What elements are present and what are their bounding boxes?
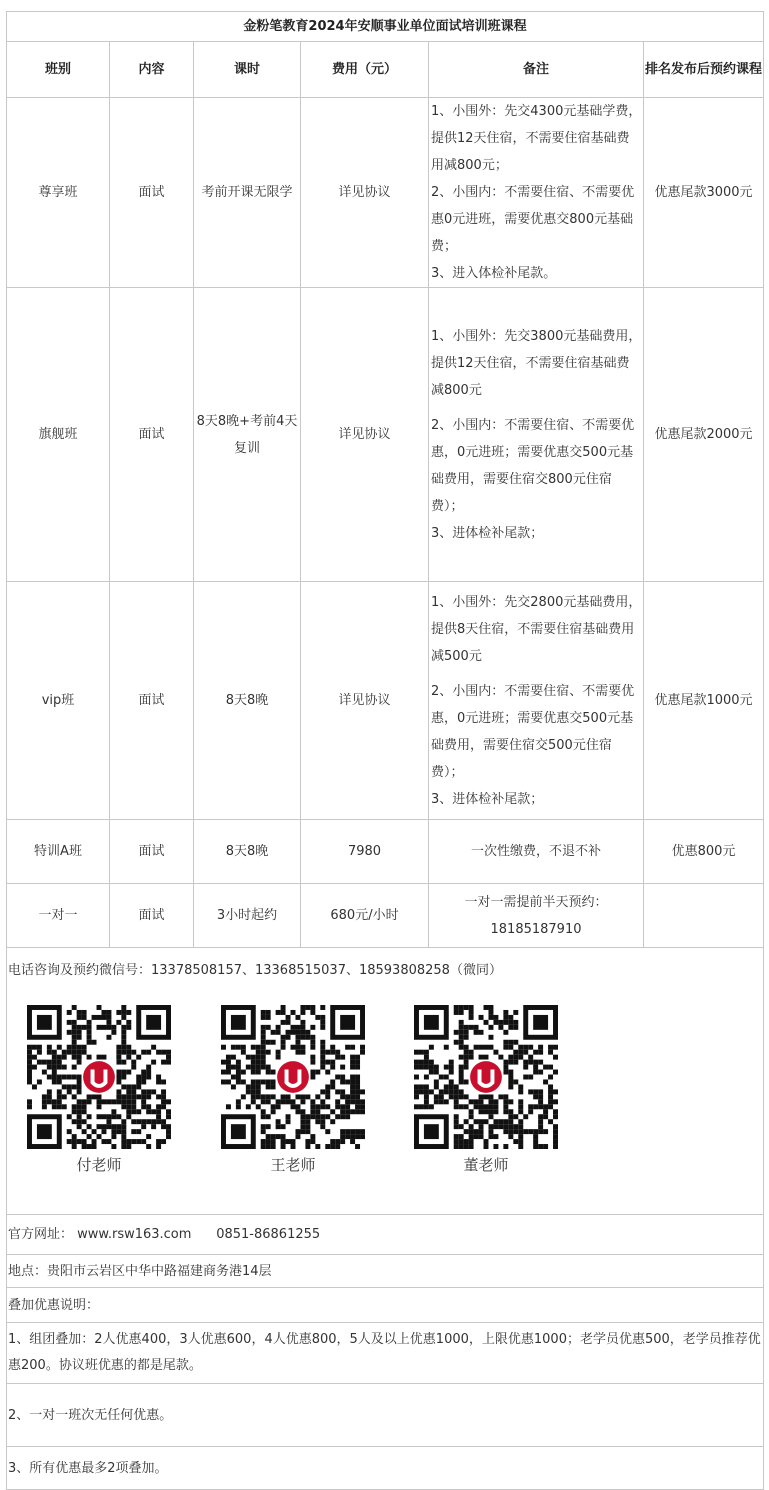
qr-teacher-name: 董老师: [463, 1156, 509, 1174]
note-line: 1、小围外：先交4300元基础学费，提供12天住宿，不需要住宿基础费用减800元；: [431, 104, 642, 173]
header-fee: 费用（元）: [301, 42, 429, 98]
table-row: [7, 582, 764, 820]
table-row: [7, 820, 764, 884]
note-line: 1、小围外：先交3800元基础费用，提供12天住宿，不需要住宿基础费减800元: [431, 328, 642, 398]
table-row: [7, 884, 764, 948]
cell-notes: [429, 582, 644, 820]
address-line: 地点：贵阳市云岩区中华中路福建商务港14层: [7, 1255, 764, 1288]
header-notes: 备注: [429, 42, 644, 98]
website-line: 官方网址： www.rsw163.com 0851-86861255: [7, 1215, 764, 1255]
discount-item: 2、一对一班次无任何优惠。: [7, 1384, 764, 1447]
qr-code-icon: [414, 1005, 558, 1149]
note-line: 2、小围内：不需要住宿、不需要优惠，0元进班；需要优惠交500元基础费用，需要住宿交800元住宿费）；: [431, 417, 635, 514]
header-after: 排名发布后预约课程: [644, 42, 764, 98]
note-line: 3、进体检补尾款；: [431, 525, 544, 541]
cell-hours: 考前开课无限学: [194, 98, 301, 288]
cell-content: 面试: [110, 98, 194, 288]
cell-hours: 8天8晚: [194, 820, 301, 884]
course-table: [6, 11, 764, 1490]
qr-card: [414, 1005, 558, 1175]
qr-teacher-name: 王老师: [270, 1156, 316, 1174]
cell-class: vip班: [7, 582, 110, 820]
cell-content: 面试: [110, 582, 194, 820]
cell-notes: 一对一需提前半天预约：18185187910: [429, 884, 644, 948]
cell-fee: 详见协议: [301, 98, 429, 288]
contact-cell: [7, 948, 764, 1215]
cell-class: 尊享班: [7, 98, 110, 288]
cell-after: 优惠尾款1000元: [644, 582, 764, 820]
cell-notes: [429, 288, 644, 582]
header-hours: 课时: [194, 42, 301, 98]
cell-after: [644, 884, 764, 948]
cell-hours: 8天8晚: [194, 582, 301, 820]
cell-class: 特训A班: [7, 820, 110, 884]
header-class: 班别: [7, 42, 110, 98]
note-line: 1、小围外：先交2800元基础费用，提供8天住宿，不需要住宿基础费用减500元: [431, 594, 642, 664]
note-line: 2、小围内：不需要住宿、不需要优惠0元进班，需要优惠交800元基础费；: [431, 185, 635, 254]
note-line: 2、小围内：不需要住宿、不需要优惠，0元进班；需要优惠交500元基础费用，需要住宿交500元住宿费）；: [431, 683, 635, 780]
cell-fee: 详见协议: [301, 288, 429, 582]
cell-hours: 3小时起约: [194, 884, 301, 948]
qr-card: [27, 1005, 171, 1175]
qr-code-icon: [221, 1005, 365, 1149]
table-row: [7, 288, 764, 582]
cell-content: 面试: [110, 288, 194, 582]
header-row: [7, 42, 764, 98]
table-row: [7, 98, 764, 288]
header-content: 内容: [110, 42, 194, 98]
cell-content: 面试: [110, 820, 194, 884]
cell-after: 优惠尾款2000元: [644, 288, 764, 582]
cell-after: 优惠尾款3000元: [644, 98, 764, 288]
cell-notes: [429, 98, 644, 288]
qr-card: [221, 1005, 365, 1175]
note-line: 3、进体检补尾款；: [431, 791, 544, 807]
note-line: 3、进入体检补尾款。: [431, 266, 557, 281]
cell-class: 一对一: [7, 884, 110, 948]
contact-phones: 电话咨询及预约微信号：13378508157、13368515037、18593808258（微同）: [8, 963, 502, 978]
discount-item: 1、组团叠加：2人优惠400，3人优惠600，4人优惠800，5人及以上优惠1000，上限优惠1000；老学员优惠500，老学员推荐优惠200。协议班优惠的都是尾款。: [7, 1323, 764, 1384]
contact-row: [7, 948, 764, 1215]
cell-fee: 详见协议: [301, 582, 429, 820]
qr-teacher-name: 付老师: [76, 1156, 122, 1174]
cell-notes: 一次性缴费，不退不补: [429, 820, 644, 884]
qr-code-icon: [27, 1005, 171, 1149]
cell-after: 优惠800元: [644, 820, 764, 884]
cell-fee: 680元/小时: [301, 884, 429, 948]
cell-content: 面试: [110, 884, 194, 948]
cell-fee: 7980: [301, 820, 429, 884]
discount-item: 3、所有优惠最多2项叠加。: [7, 1447, 764, 1490]
table-title: 金粉笔教育2024年安顺事业单位面试培训班课程: [7, 12, 764, 42]
cell-class: 旗舰班: [7, 288, 110, 582]
cell-hours: 8天8晚+考前4天复训: [194, 288, 301, 582]
discount-title: 叠加优惠说明：: [7, 1288, 764, 1323]
